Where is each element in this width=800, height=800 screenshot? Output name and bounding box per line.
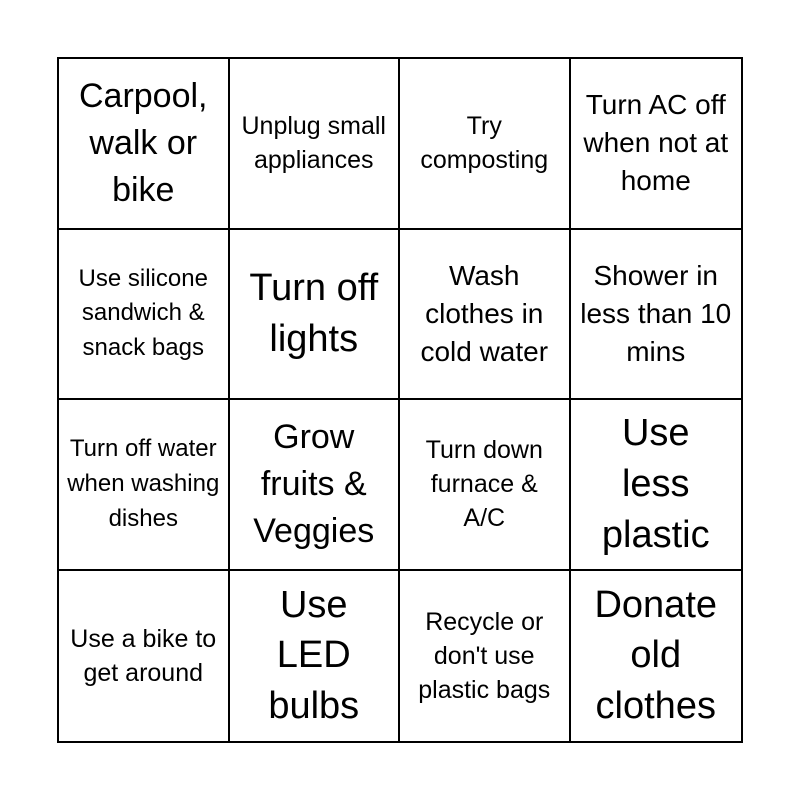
bingo-cell-carpool[interactable] <box>59 59 230 230</box>
bingo-cell-less-plastic[interactable] <box>571 400 742 571</box>
bingo-cell-turn-ac-off[interactable] <box>571 59 742 230</box>
bingo-cell-led-bulbs[interactable] <box>230 571 401 742</box>
cell-label: Carpool, walk or bike <box>78 77 208 209</box>
cell-label: Use LED bulbs <box>268 583 360 728</box>
bingo-cell-donate-clothes[interactable] <box>571 571 742 742</box>
cell-label: Turn AC off when not at home <box>583 89 729 197</box>
bingo-cell-unplug[interactable] <box>230 59 401 230</box>
bingo-cell-composting[interactable] <box>400 59 571 230</box>
bingo-board <box>57 57 743 743</box>
bingo-cell-grow-fruits[interactable] <box>230 400 401 571</box>
cell-label: Use less plastic <box>601 412 710 556</box>
cell-label: Recycle or don't use plastic bags <box>418 607 551 704</box>
bingo-cell-silicone-bags[interactable] <box>59 230 230 401</box>
bingo-cell-bike[interactable] <box>59 571 230 742</box>
bingo-cell-recycle-bags[interactable] <box>400 571 571 742</box>
bingo-cell-wash-cold[interactable] <box>400 230 571 401</box>
bingo-cell-turn-down-furnace[interactable] <box>400 400 571 571</box>
cell-label: Donate old clothes <box>594 583 718 728</box>
cell-label: Wash clothes in cold water <box>420 259 549 367</box>
bingo-cell-turn-off-water[interactable] <box>59 400 230 571</box>
cell-label: Use silicone sandwich & snack bags <box>78 264 208 362</box>
cell-label: Turn off lights <box>249 267 379 360</box>
bingo-cell-turn-off-lights[interactable] <box>230 230 401 401</box>
cell-label: Unplug small appliances <box>241 112 386 175</box>
bingo-cell-shower[interactable] <box>571 230 742 401</box>
cell-label: Turn off water when washing dishes <box>67 435 220 532</box>
cell-label: Try composting <box>420 112 549 175</box>
cell-label: Grow fruits & Veggies <box>253 418 375 550</box>
cell-label: Shower in less than 10 mins <box>580 259 732 367</box>
cell-label: Turn down furnace & A/C <box>425 436 543 533</box>
cell-label: Use a bike to get around <box>70 624 217 687</box>
